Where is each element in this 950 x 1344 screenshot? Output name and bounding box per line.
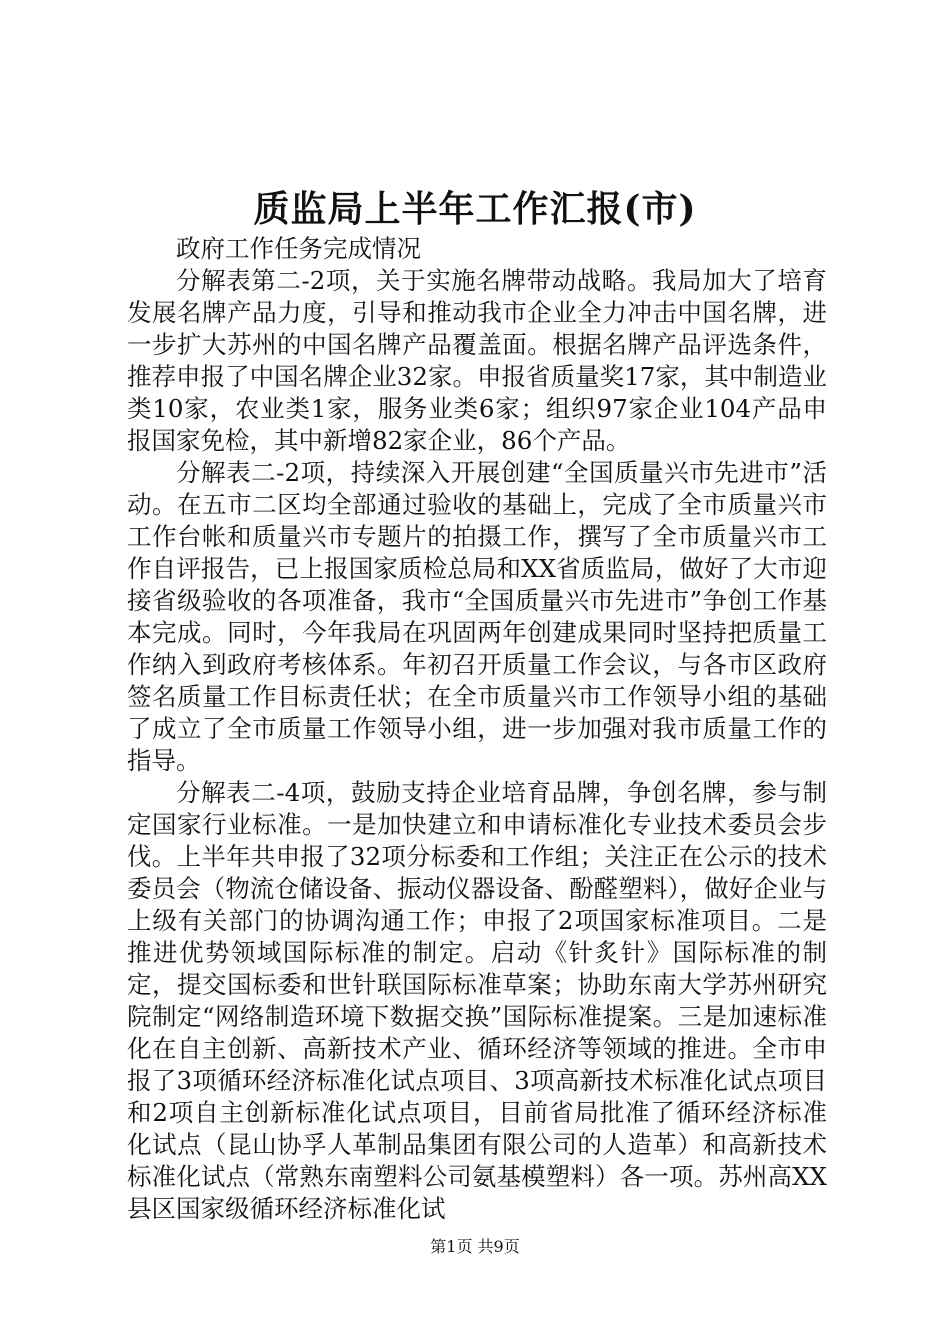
document-title: 质监局上半年工作汇报(市) bbox=[253, 188, 697, 230]
paragraph-quality-city: 分解表二-2项，持续深入开展创建“全国质量兴市先进市”活动。在五市二区均全部通过验收的基础上，完成了全市质量兴市工作台帐和质量兴市专题片的拍摄工作，撰写了全市质量兴市工作自评报告，已上报国家质检总局和XX省质监局，做好了大市迎接省级验收的各项准备，我市“全国质量兴市先进市”争创工作基本完成。同时，今年我局在巩固两年创建成果同时坚持把质量工作纳入到政府考核体系。年初召开质量工作会议，与各市区政府签名质量工作目标责任状；在全市质量兴市工作领导小组的基础了成立了全市质量工作领导小组，进一步加强对我市质量工作的指导。 bbox=[127, 458, 827, 775]
document-body bbox=[127, 233, 827, 1225]
paragraph-brand-strategy: 分解表第二-2项，关于实施名牌带动战略。我局加大了培育发展名牌产品力度，引导和推动我市企业全力冲击中国名牌，进一步扩大苏州的中国名牌产品覆盖面。根据名牌产品评选条件，推荐申报了中国名牌企业32家。申报省质量奖17家，其中制造业类10家，农业类1家，服务业类6家；组织97家企业104产品申报国家免检，其中新增82家企业，86个产品。 bbox=[127, 266, 827, 455]
paragraph-section-heading: 政府工作任务完成情况 bbox=[176, 234, 421, 263]
paragraph-standards: 分解表二-4项，鼓励支持企业培育品牌，争创名牌，参与制定国家行业标准。一是加快建立和申请标准化专业技术委员会步伐。上半年共申报了32项分标委和工作组；关注正在公示的技术委员会（物流仓储设备、振动仪器设备、酚醛塑料），做好企业与上级有关部门的协调沟通工作；申报了2项国家标准项目。二是推进优势领域国际标准的制定。启动《针炙针》国际标准的制定，提交国标委和世针联国际标准草案；协助东南大学苏州研究院制定“网络制造环境下数据交换”国际标准提案。三是加速标准化在自主创新、高新技术产业、循环经济等领域的推进。全市申报了3项循环经济标准化试点项目、3项高新技术标准化试点项目和2项自主创新标准化试点项目，目前省局批准了循环经济标准化试点（昆山协孚人革制品集团有限公司的人造革）和高新技术标准化试点（常熟东南塑料公司氨基模塑料）各一项。苏州高XX县区国家级循环经济标准化试 bbox=[127, 778, 827, 1223]
page-footer: 第1页 共9页 bbox=[430, 1237, 520, 1256]
